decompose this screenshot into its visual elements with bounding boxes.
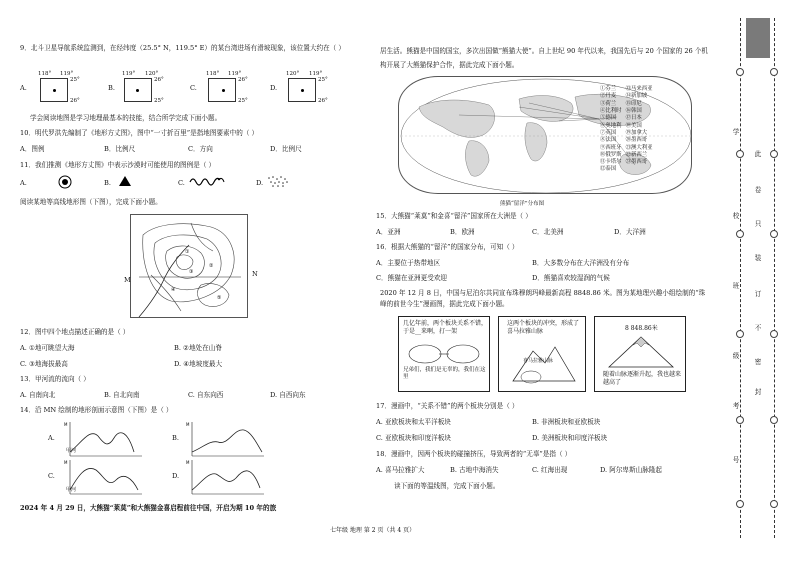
q12-text: 12．图中四个地点描述正确的是（ ） <box>20 328 130 336</box>
q13-d: D. 自西向东 <box>270 391 306 399</box>
sidebar-char: 校 <box>732 212 740 220</box>
legend-item: ㉒新西兰 <box>625 151 648 158</box>
binding-hole <box>770 500 778 508</box>
profile-b <box>184 418 268 460</box>
binding-hole <box>736 500 744 508</box>
legend-item: ⑭新加坡 <box>625 93 648 100</box>
legend-item: ⑧法国 <box>600 137 617 144</box>
svg-text:M: M <box>64 422 68 427</box>
intro-17: 2020 年 12 月 8 日，中国与尼泊尔共同宣布珠穆朗玛峰最新高程 8848.86 米。图为某地理兴趣小组绘制的“珠峰的前世今生”漫画图，据此完成下面小题。 <box>380 289 706 308</box>
binding-hole <box>736 416 744 424</box>
world-map-caption: 熊猫“留洋”分布图 <box>500 201 545 207</box>
q16-c: C．熊猫在亚洲更受欢迎 <box>376 274 447 282</box>
binding-hole <box>770 230 778 238</box>
sidebar-char: 考 <box>732 402 740 410</box>
q17-b: B. 非洲板块和亚欧板块 <box>532 418 601 426</box>
svg-text:⑤: ⑤ <box>217 295 222 301</box>
q10-d: D．比例尺 <box>270 145 302 153</box>
svg-text:④: ④ <box>171 287 176 293</box>
legend-circle-icon <box>58 175 72 189</box>
sidebar-dark-block <box>746 18 770 58</box>
legend-wave-icon <box>188 174 226 188</box>
q16-b: B．大多数分布在大洋洲没有分布 <box>532 259 630 267</box>
q12-d: D. ④地坡度最大 <box>174 360 223 368</box>
bottom-left-text: 2024 年 4 月 29 日，大熊猫“莱莫”和大熊猫金喜启程前往中国，开启为期 10 年的旅 <box>20 504 277 512</box>
legend-item: ⑨西班牙 <box>600 144 622 151</box>
q17-c: C. 亚欧板块和印度洋板块 <box>376 434 451 442</box>
q13-a: A. 自南向北 <box>20 391 56 399</box>
q10-a: A．图例 <box>20 145 45 153</box>
binding-hole <box>736 330 744 338</box>
seal-char: 封 <box>754 388 762 396</box>
binding-hole <box>770 150 778 158</box>
seal-line-left <box>740 18 741 538</box>
map-label-n: N <box>252 270 258 278</box>
binding-hole <box>736 68 744 76</box>
legend-item: ㉑澳大利亚 <box>625 144 653 151</box>
legend-item: ⑳墨西哥 <box>625 137 648 144</box>
q15-c: C．北美洲 <box>532 228 564 236</box>
legend-item: ⑰日本 <box>625 115 642 122</box>
legend-item: ⑬马来西亚 <box>625 86 653 93</box>
q16-a: A．主要位于热带地区 <box>376 259 441 267</box>
q10-c: C．方向 <box>188 145 213 153</box>
q9-text: 9．北斗卫星导航系统监测到，在经纬度（25.5° N，119.5° E）的某台湾进场有滑坡现象，该位置大约在（ ） <box>20 44 345 52</box>
sidebar-char: 学 <box>732 128 740 136</box>
legend-item: ④比利时 <box>600 108 622 115</box>
svg-text:M: M <box>186 460 190 465</box>
svg-text:M: M <box>64 460 68 465</box>
binding-hole <box>770 416 778 424</box>
svg-text:③: ③ <box>189 269 194 275</box>
sidebar-char: 号 <box>732 456 740 464</box>
svg-text:①: ① <box>185 249 190 255</box>
legend-item: ③荷兰 <box>600 100 617 107</box>
svg-text:②: ② <box>209 263 214 269</box>
legend-item: ⑩俄罗斯 <box>600 151 622 158</box>
location-dot <box>222 89 225 92</box>
q10-b: B．比例尺 <box>104 145 136 153</box>
q15-b: B．欧洲 <box>450 228 475 236</box>
legend-item: ②丹麦 <box>600 93 617 100</box>
legend-item: ⑮印尼 <box>625 100 642 107</box>
q18-d: D. 阿尔卑斯山脉隆起 <box>600 466 662 474</box>
q12-a: A. ①地可眺望大海 <box>20 344 75 352</box>
intro-19: 读下面的等温线图，完成下面小题。 <box>394 482 500 490</box>
seal-char: 只 <box>754 220 762 228</box>
comic-everest-drawing <box>605 333 677 369</box>
page-footer: 七年级 地理 第 2 页（共 4 页） <box>330 527 416 534</box>
legend-item: ⑱美国 <box>625 122 642 129</box>
q18-text: 18．漫画中，因两个板块的碰撞挤压，导致两者的“无辜”是指（ ） <box>376 450 572 458</box>
q11-text: 11．我们推测《地形方丈图》中表示沙漠时可能使用的图例是（ ） <box>20 161 216 169</box>
q13-c: C. 自东向西 <box>188 391 224 399</box>
intro-12: 阅读某地等高线地形图（下图），完成下面小题。 <box>20 198 162 206</box>
comic-panel-1: 几亿年前，两个板块关系不错，于是__来啊，打一架 兄弟们，我们是无辜的，我们在这里 <box>398 316 490 392</box>
comic-plates-drawing <box>405 343 485 365</box>
right-intro: 居生活。熊猫是中国的国宝，多次出国做“熊猫大使”。自上世纪 90 年代以来，我国先后与 20 个国家的 26 个机构开展了大熊猫保护合作，据此完成下面小题。 <box>380 47 709 69</box>
legend-item: ⑦英国 <box>600 129 617 136</box>
binding-hole <box>736 150 744 158</box>
location-dot <box>301 89 304 92</box>
legend-item: ⑫泰国 <box>600 166 617 173</box>
q13-text: 13．甲河流的流向（ ） <box>20 375 90 383</box>
seal-char: 不 <box>754 324 762 332</box>
q10-text: 10．明代罗洪先编制了《地形方丈图》，图中“一寸折百里”是指地图要素中的（ ） <box>20 129 259 137</box>
legend-dots-icon <box>266 174 290 188</box>
q18-a: A. 喜马拉雅扩大 <box>376 466 425 474</box>
q18-c: C. 红海出现 <box>532 466 568 474</box>
legend-item: ①芬兰 <box>600 86 617 93</box>
contour-map-drawing <box>131 215 249 319</box>
q15-d: D．大洋洲 <box>614 228 646 236</box>
legend-item: ⑯韩国 <box>625 108 642 115</box>
q17-d: D. 美洲板块和印度洋板块 <box>532 434 608 442</box>
binding-hole <box>736 230 744 238</box>
seal-char: 订 <box>754 290 762 298</box>
seal-line-right <box>774 18 775 538</box>
legend-triangle-icon <box>118 175 132 187</box>
q18-b: B. 古地中海消失 <box>450 466 499 474</box>
q16-text: 16．根据大熊猫的“留洋”的国家分布，可知（ ） <box>376 243 519 251</box>
seal-char: 卷 <box>754 186 762 194</box>
legend-item: ⑪卡塔尔 <box>600 159 622 166</box>
location-dot <box>53 89 56 92</box>
comic-panel-2: 这两个板块的冲突，形成了喜马拉雅山脉 喜马拉雅山脉 <box>498 316 586 392</box>
q17-a: A. 亚欧板块和太平洋板块 <box>376 418 451 426</box>
world-map-legend <box>600 86 688 174</box>
q16-d: D．熊猫喜欢较湿润的气候 <box>532 274 610 282</box>
q15-text: 15．大熊猫“莱莫”和金喜“留洋”国家所在大洲是（ ） <box>376 212 532 220</box>
binding-hole <box>770 330 778 338</box>
legend-item: ⑥奥地利 <box>600 122 622 129</box>
exam-page: 9．北斗卫星导航系统监测到，在经纬度（25.5° N，119.5° E）的某台湾进场有滑坡现象，该位置大约在（ ） A. 118° 119° 25° 26° B. 119° 120° 26° 25° C. 118° 119° 26° 25° D. 120° 119° 25° 26° 学会阅读地图是学习地理最基本的技能，结合所学完成下面小题。 10．明代罗洪先编制了《地形方丈图》，图中“一寸折百里”是指地图要素中的（ ） A．图例 B．比例尺 C．方向 D．比例尺 11．我们推测《地形方丈图》中表示沙漠时可能使用的图例是（ ） A. B. C. D. 阅读某地等高线地形图（下图），完成下面小题。 ① ② ③ ④ ⑤ M N 12．图中四个地点描述正确的是（ ） A. ①地可眺望大海 B. ②地处在山脊 C. ③地海拔最高 D. ④地坡度最大 13．甲河流的流向（ ） A. 自南向北 B. 自北向南 C. 自东向西 D. 自西向东 14．沿 MN 绘制的地形剖面示意图（下图）是（ ） A. M 甲河 B. M C. M 甲河 D. M 2024 年 4 月 29 日，大熊猫“莱莫”和大熊猫金喜启程前往中国，开启为期 10 年的旅 居生活。熊猫是中国的国宝，多次出国做“熊猫大使”。自上世纪 90 年代以来，我国先后与 20 个国家的 26 个机构开展了大熊猫保护合作，据此完成下面小题。 ①芬兰 ②丹麦 ③荷兰 ④比利时 ⑤德国 ⑥奥地利 ⑦英国 ⑧法国 ⑨西班牙 ⑩俄罗斯 ⑪卡塔尔 ⑫泰国 ⑬马来西亚 ⑭新加坡 ⑮印尼 ⑯韩国 ⑰日本 ⑱美国 ⑲加拿大 ⑳墨西哥 ㉑澳大利亚 ㉒新西兰 ㉓墨西哥 熊猫“留洋”分布图 15．大熊猫“莱莫”和金喜“留洋”国家所在大洲是（ ） A．亚洲 B．欧洲 C．北美洲 D．大洋洲 16．根据大熊猫的“留洋”的国家分布，可知（ ） A．主要位于热带地区 B．大多数分布在大洋洲没有分布 C．熊猫在亚洲更受欢迎 D．熊猫喜欢较湿润的气候 2020 年 12 月 8 日，中国与尼泊尔共同宣布珠穆朗玛峰最新高程 8848.86 米。图为某地理兴趣小组绘制的“珠峰的前世今生”漫画图，据此完成下面小题。 几亿年前，两个板块关系不错，于是__来啊，打一架 兄弟们，我们是无辜的，我们在这里 这两个板块的冲突，形成了喜马拉雅山脉 喜马拉雅山脉 8 848.86米 随着山脉逐渐升起，我也越来越高了 17．漫画中，“关系不错”的两个板块分别是（ ） A. 亚欧板块和太平洋板块 B. 非洲板块和亚欧板块 C. 亚欧板块和印度洋板块 D. 美洲板块和印度洋板块 18．漫画中，因两个板块的碰撞挤压，导致两者的“无辜”是指（ ） A. 喜马拉雅扩大 B. 古地中海消失 C. 红海出现 D. 阿尔卑斯山脉隆起 读下面的等温线图，完成下面小题。 七年级 地理 第 2 页（共 4 页） 学 校 班 级 考 号 此 卷 只 装 订 不 密 封 <box>0 0 794 561</box>
q17-text: 17．漫画中，“关系不错”的两个板块分别是（ ） <box>376 402 519 410</box>
intro-10: 学会阅读地图是学习地理最基本的技能，结合所学完成下面小题。 <box>30 114 222 122</box>
sidebar-char: 级 <box>732 352 740 360</box>
sidebar-char: 班 <box>732 282 740 290</box>
q15-a: A．亚洲 <box>376 228 401 236</box>
location-dot <box>136 89 139 92</box>
seal-char: 装 <box>754 254 762 262</box>
q12-c: C. ③地海拔最高 <box>20 360 68 368</box>
map-label-m: M <box>124 276 131 284</box>
legend-item: ⑤德国 <box>600 115 617 122</box>
seal-char: 此 <box>754 150 762 158</box>
svg-text:M: M <box>186 422 190 427</box>
comic-panel-3: 8 848.86米 随着山脉逐渐升起，我也越来越高了 <box>594 316 686 392</box>
seal-char: 密 <box>754 358 762 366</box>
contour-map <box>130 214 248 318</box>
legend-item: ⑲加拿大 <box>625 129 648 136</box>
q14-text: 14．沿 MN 绘制的地形剖面示意图（下图）是（ ） <box>20 406 173 414</box>
legend-item: ㉓墨西哥 <box>625 159 648 166</box>
profile-d <box>184 456 268 498</box>
q13-b: B. 自北向南 <box>104 391 140 399</box>
q12-b: B. ②地处在山脊 <box>174 344 222 352</box>
binding-hole <box>770 68 778 76</box>
